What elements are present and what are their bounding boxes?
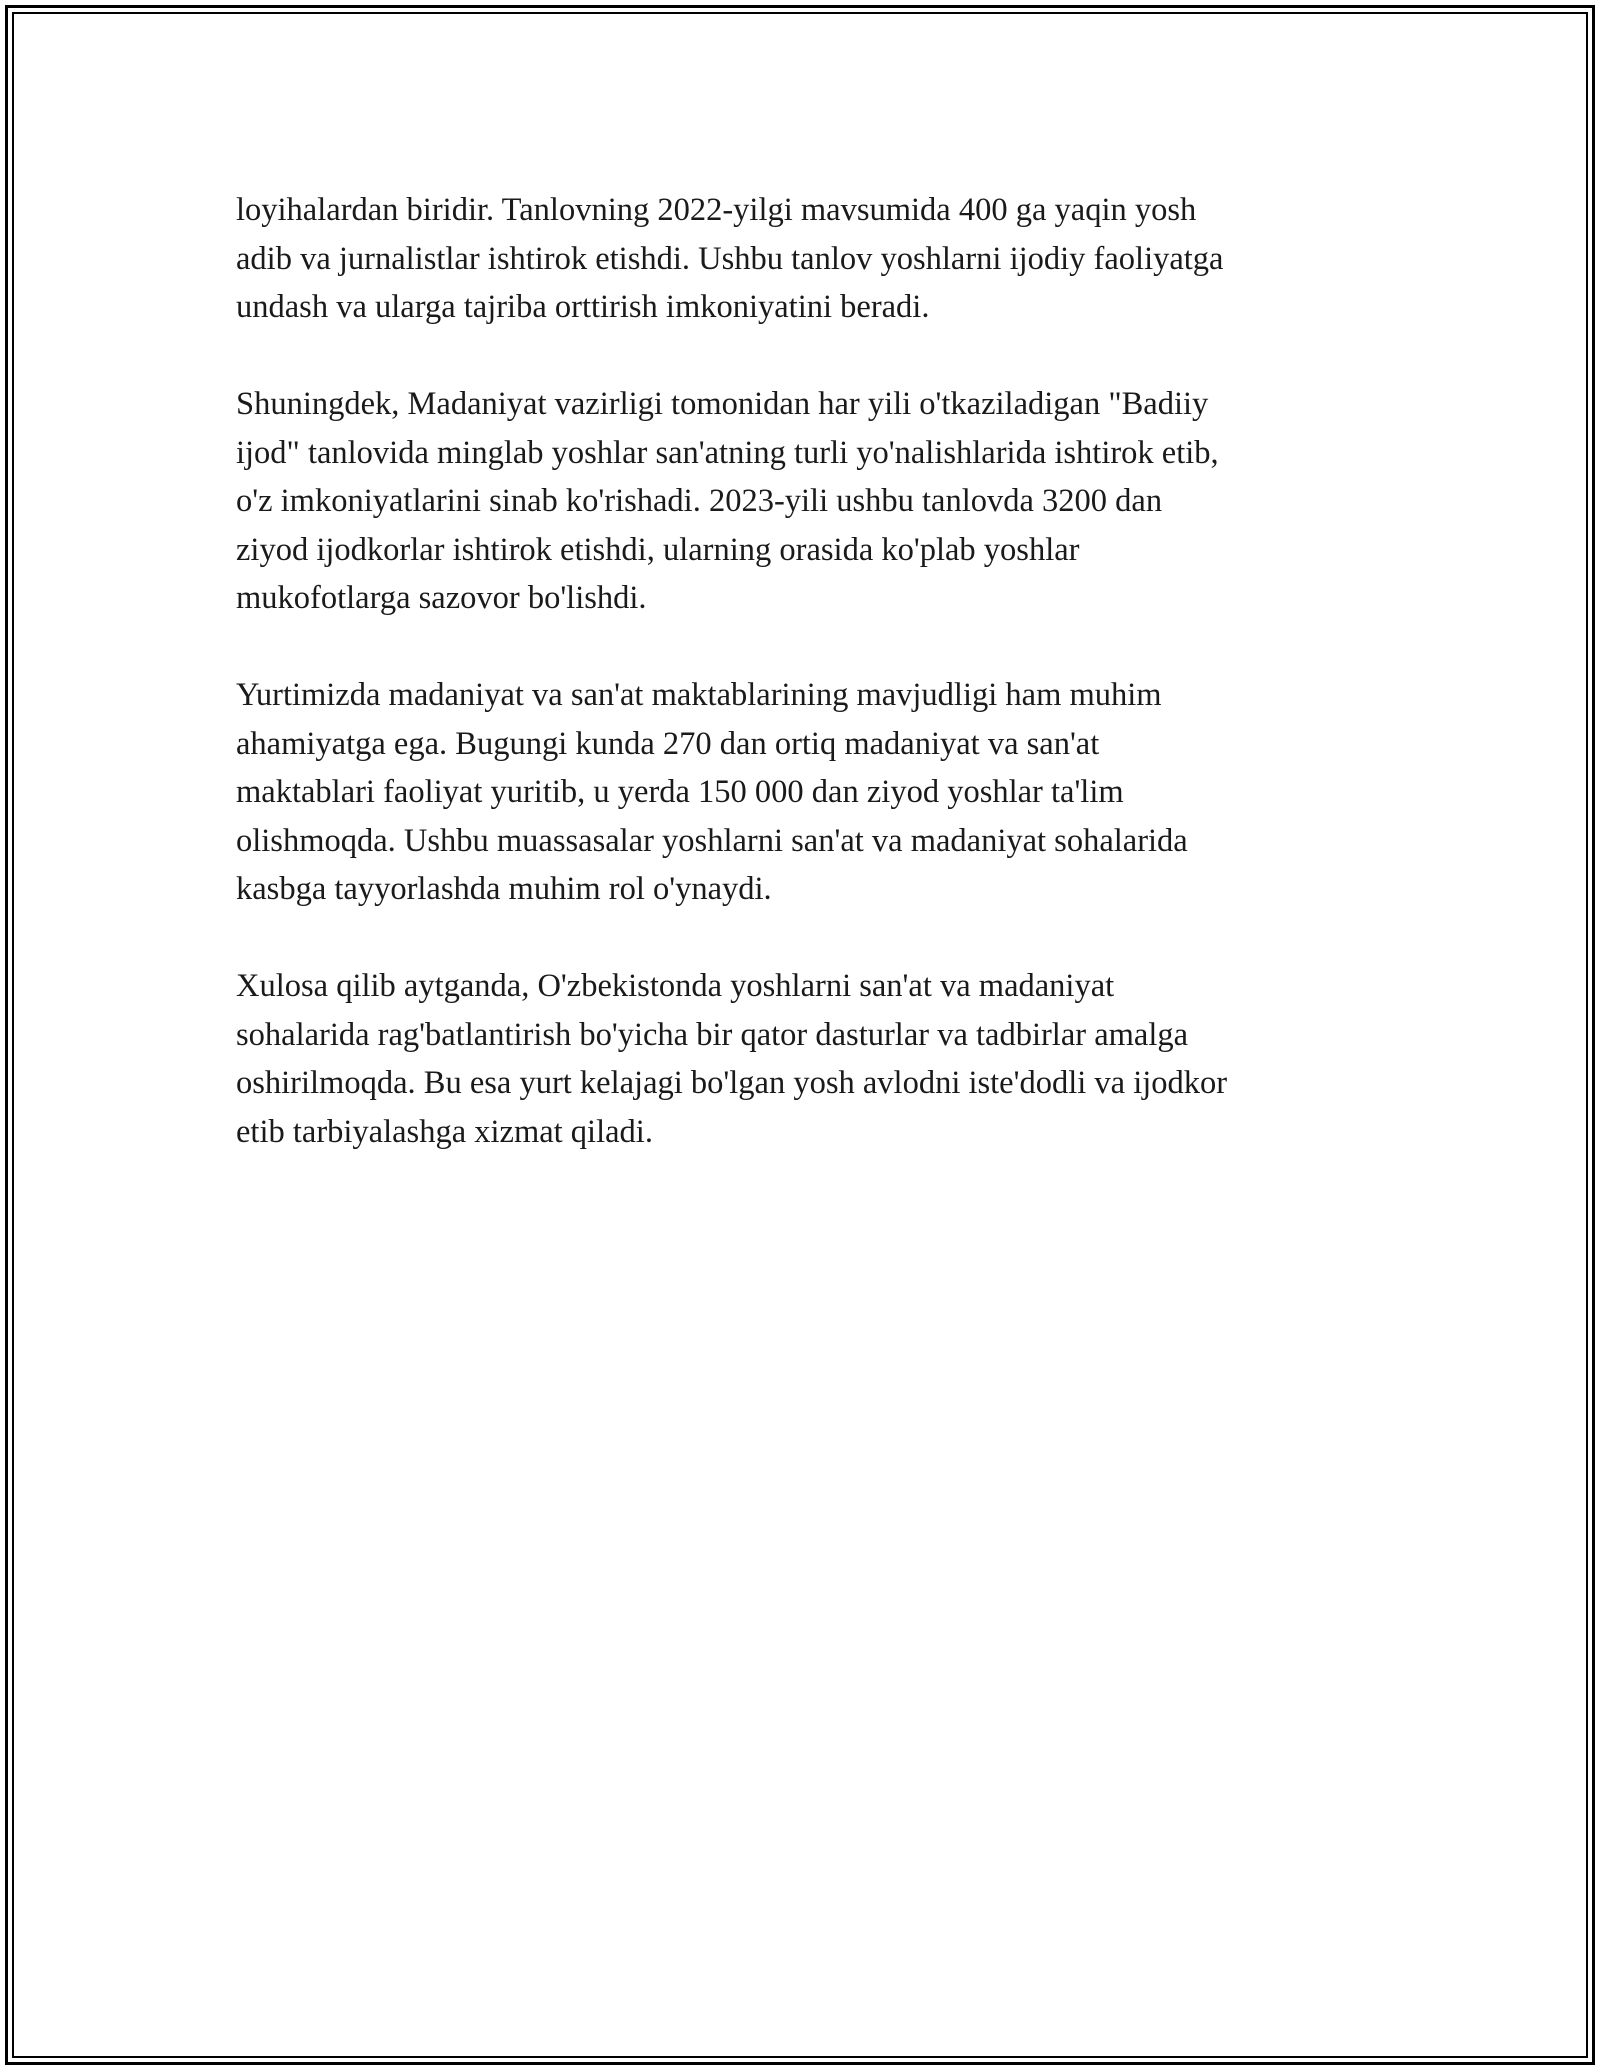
text-line: loyihalardan biridir. Tanlovning 2022-yilgi mavsumida 400 ga yaqin yosh [236,192,1197,228]
text-line: adib va jurnalistlar ishtirok etishdi. Ushbu tanlov yoshlarni ijodiy faoliyatga [236,240,1224,277]
text-line: etib tarbiyalashga xizmat qiladi. [236,1113,653,1150]
text-line: ahamiyatga ega. Bugungi kunda 270 dan ortiq madaniyat va san'at [236,725,1100,762]
text-line: ziyod ijodkorlar ishtirok etishdi, ularning orasida ko'plab yoshlar [236,531,1080,568]
document-body [236,186,1376,1156]
text-line: Shuningdek, Madaniyat vazirligi tomonidan har yili o'tkaziladigan "Badiiy [236,386,1209,422]
paragraph-3 [236,671,1376,914]
text-line: sohalarida rag'batlantirish bo'yicha bir qator dasturlar va tadbirlar amalga [236,1016,1189,1053]
text-line: Xulosa qilib aytganda, O'zbekistonda yoshlarni san'at va madaniyat [236,968,1115,1004]
text-line: mukofotlarga sazovor bo'lishdi. [236,580,647,616]
paragraph-2 [236,380,1376,623]
text-line: o'z imkoniyatlarini sinab ko'rishadi. 2023-yili ushbu tanlovda 3200 dan [236,483,1163,519]
text-line: Yurtimizda madaniyat va san'at maktablarining mavjudligi ham muhim [236,677,1162,713]
text-line: kasbga tayyorlashda muhim rol o'ynaydi. [236,871,772,907]
text-line: oshirilmoqda. Bu esa yurt kelajagi bo'lgan yosh avlodni iste'dodli va ijodkor [236,1065,1228,1101]
text-line: maktablari faoliyat yuritib, u yerda 150 000 dan ziyod yoshlar ta'lim [236,774,1124,810]
paragraph-1 [236,186,1376,332]
text-line: olishmoqda. Ushbu muassasalar yoshlarni san'at va madaniyat sohalarida [236,822,1188,859]
text-line: undash va ularga tajriba orttirish imkoniyatini beradi. [236,289,930,325]
text-line: ijod" tanlovida minglab yoshlar san'atning turli yo'nalishlarida ishtirok etib, [236,434,1219,471]
paragraph-4 [236,962,1376,1156]
